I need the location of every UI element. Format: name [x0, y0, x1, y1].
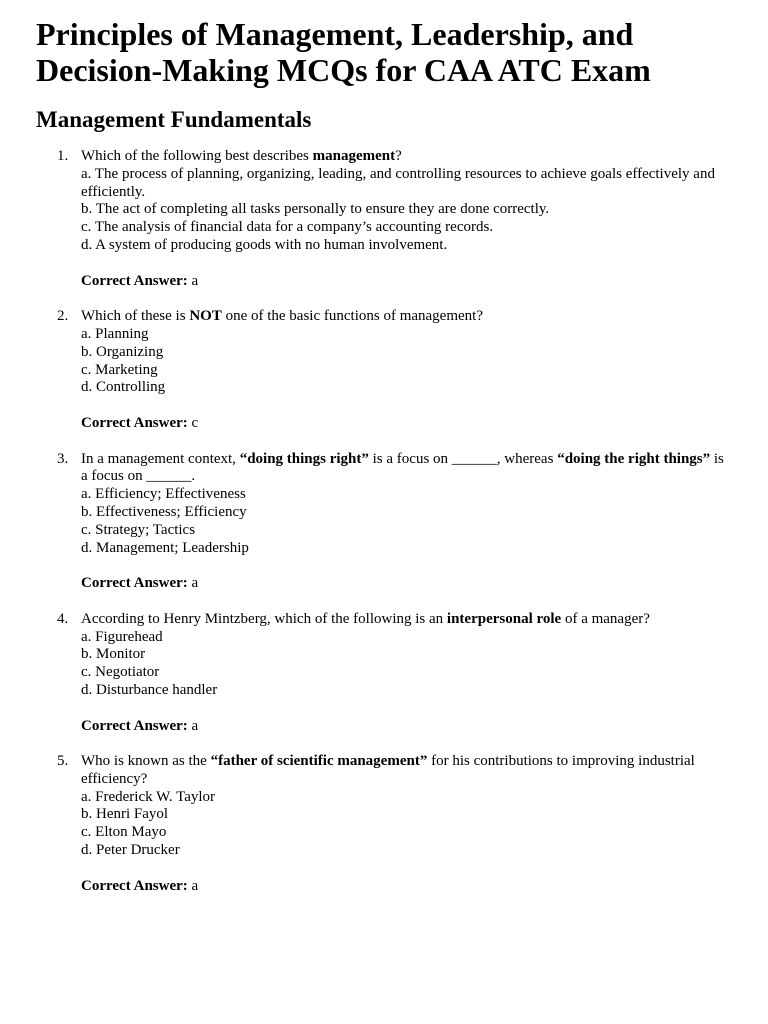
correct-answer-value: a [191, 877, 199, 894]
question-text-segment: is a focus on ______. [81, 450, 724, 485]
question-text-segment: Who is known as the [81, 753, 211, 770]
question-text [81, 611, 732, 629]
question-list [36, 148, 732, 895]
answer-option: d. Peter Drucker [81, 842, 180, 859]
question-text-emphasis: “father of scientific management” [210, 753, 428, 770]
question-item [36, 148, 732, 290]
correct-answer-value: a [191, 272, 199, 289]
question-text [81, 148, 732, 166]
correct-answer-label: Correct Answer: [81, 272, 188, 289]
question-number: 4. [57, 610, 69, 627]
correct-answer-label: Correct Answer: [81, 414, 188, 431]
question-text [81, 753, 732, 789]
question-item [36, 753, 732, 895]
question-text-segment: ? [395, 148, 402, 164]
answer-option: c. The analysis of financial data for a company’s accounting records. [81, 219, 494, 236]
answer-option: a. The process of planning, organizing, leading, and controlling resources to achieve goals effectively and efficiently. [81, 165, 715, 200]
answer-option: b. Monitor [81, 646, 146, 663]
question-text-segment: In a management context, [81, 450, 240, 467]
question-text-emphasis: NOT [189, 308, 222, 325]
correct-answer [81, 273, 732, 291]
question-text-emphasis: interpersonal role [446, 610, 562, 627]
answer-option: a. Planning [81, 325, 149, 342]
question-text-emphasis: “doing the right things” [557, 450, 711, 467]
answer-option: d. A system of producing goods with no human involvement. [81, 236, 448, 253]
answer-option: c. Strategy; Tactics [81, 521, 196, 538]
question-text-emphasis: “doing things right” [239, 450, 369, 467]
question-number: 1. [57, 148, 69, 164]
question-text-segment: is a focus on ______, whereas [368, 450, 558, 467]
correct-answer [81, 878, 732, 896]
question-item [36, 308, 732, 433]
question-text-segment: Which of these is [81, 308, 190, 325]
question-number: 5. [57, 753, 69, 770]
answer-option: b. Henri Fayol [81, 806, 169, 823]
answer-option: a. Frederick W. Taylor [81, 788, 216, 805]
correct-answer [81, 575, 732, 593]
section-heading: Management Fundamentals [36, 107, 312, 132]
answer-option: d. Management; Leadership [81, 539, 249, 556]
answer-option: b. Organizing [81, 343, 164, 360]
correct-answer-label: Correct Answer: [81, 575, 188, 592]
page-title: Principles of Management, Leadership, and Decision-Making MCQs for CAA ATC Exam [36, 16, 651, 88]
correct-answer-value: a [191, 717, 199, 734]
question-text-segment: one of the basic functions of management? [221, 308, 483, 325]
answer-option: a. Figurehead [81, 628, 163, 645]
question-text-segment: of a manager? [561, 610, 650, 627]
answer-option: c. Elton Mayo [81, 824, 167, 841]
question-item [36, 451, 732, 593]
question-text [81, 451, 732, 487]
answer-option: b. The act of completing all tasks personally to ensure they are done correctly. [81, 201, 550, 218]
question-item [36, 611, 732, 736]
answer-option: b. Effectiveness; Efficiency [81, 503, 247, 520]
question-text [81, 308, 732, 326]
correct-answer-label: Correct Answer: [81, 717, 188, 734]
correct-answer-value: c [191, 414, 199, 431]
question-text-emphasis: management [312, 148, 396, 164]
answer-option: a. Efficiency; Effectiveness [81, 486, 246, 503]
answer-option: c. Marketing [81, 361, 158, 378]
correct-answer-value: a [191, 575, 199, 592]
question-text-segment: Which of the following best describes [81, 148, 313, 164]
question-text-segment: According to Henry Mintzberg, which of the following is an [81, 610, 447, 627]
correct-answer [81, 718, 732, 736]
question-number: 2. [57, 308, 69, 325]
answer-option: d. Disturbance handler [81, 681, 218, 698]
question-number: 3. [57, 450, 69, 467]
answer-option: c. Negotiator [81, 664, 160, 681]
correct-answer [81, 415, 732, 433]
correct-answer-label: Correct Answer: [81, 877, 188, 894]
answer-option: d. Controlling [81, 379, 166, 396]
question-text-segment: for his contributions to improving industrial efficiency? [81, 753, 695, 787]
